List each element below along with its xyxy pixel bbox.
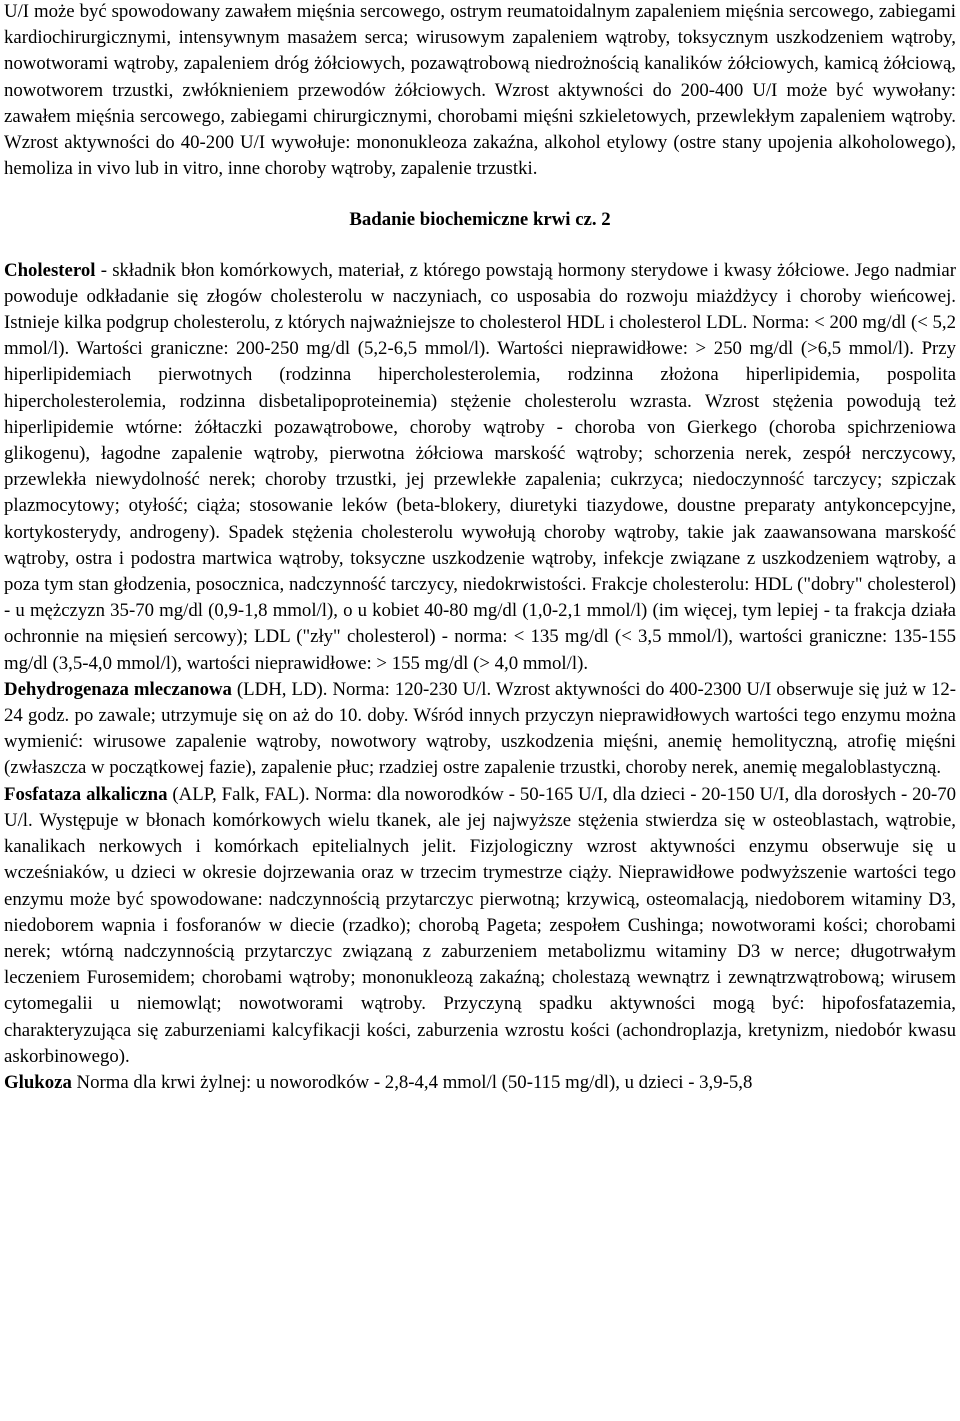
glucose-term: Glukoza — [4, 1071, 72, 1093]
cholesterol-paragraph — [4, 258, 956, 677]
cholesterol-term: Cholesterol — [4, 259, 96, 281]
alp-paragraph — [4, 782, 956, 1070]
ldh-text: (LDH, LD). Norma: 120-230 U/l. Wzrost aktywności do 400-2300 U/I obserwuje się już w 12-24 godz. po zawale; utrzymuje się on aż do 10. doby. Wśród innych przyczyn nieprawidłowych wartości tego enzymu można wymienić: wirusowe zapalenie wątroby, nowotwory wątroby, uszkodzenia mięśni, anemię hemolityczną, atrofię mięśni (zwłaszcza w początkowej fazie), zapalenie płuc; rzadziej ostre zapalenie trzustki, choroby nerek, anemię megaloblastyczną. — [4, 678, 957, 779]
section-heading: Badanie biochemiczne krwi cz. 2 — [349, 209, 611, 231]
alp-text: (ALP, Falk, FAL). Norma: dla noworodków - 50-165 U/I, dla dzieci - 20-150 U/I, dla dorosłych - 20-70 U/l. Występuje w błonach komórkowych wielu tkanek, ale jej najwyższe stężenia stwierdza się w osteoblastach, wątrobie, kanalikach nerkowych i komórkach epitelialnych jelit. Fizjologiczny wzrost aktywności enzymu obserwuje się u wcześniaków, u dzieci w okresie dojrzewania oraz w trzecim trymestrze ciąży. Nieprawidłowe podwyższenie wartości tego enzymu może być spowodowane: nadczynnością przytarczyc pierwotną; krzywicą, osteomalacją, niedoborem witaminy D3, niedoborem wapnia i fosforanów w diecie (rzadko); chorobą Pageta; zespołem Cushinga; nowotworami kości; chorobami nerek; wtórną nadczynnością przytarczyc związaną z zaburzeniem metabolizmu witaminy D3 w nerce; długotrwałym leczeniem Furosemidem; chorobami wątroby; mononukleozą zakaźną; cholestazą wewnątrz i zewnątrzwątrobową; wirusem cytomegalii u niemowląt; nowotworami wątroby. Przyczyną spadku aktywności mogą być: hipofosfatazemia, charakteryzująca się zaburzeniami kalcyfikacji kości, zaburzenia wzrostu kości (achondroplazja, kretynizm, niedobór kwasu askorbinowego). — [4, 783, 956, 1067]
document-page — [4, 0, 956, 1096]
intro-paragraph: U/I może być spowodowany zawałem mięśnia sercowego, ostrym reumatoidalnym zapaleniem mięśnia sercowego, zabiegami kardiochirurgicznymi, intensywnym masażem serca; wirusowym zapaleniem wątroby, toksycznym uszkodzeniem wątroby, nowotworami wątroby, zapaleniem dróg żółciowych, pozawątrobową niedrożnością kanalików żółciowych, kamicą żółciową, nowotworem trzustki, zwłóknieniem przewodów żółciowych. Wzrost aktywności do 200-400 U/I może być wywołany: zawałem mięśnia sercowego, zabiegami chirurgicznymi, chorobami mięśni szkieletowych, przewlekłym zapaleniem wątroby. Wzrost aktywności do 40-200 U/I wywołuje: mononukleoza zakaźna, alkohol etylowy (ostre stany upojenia alkoholowego), hemoliza in vivo lub in vitro, inne choroby wątroby, zapalenie trzustki. — [4, 1, 956, 180]
alp-term: Fosfataza alkaliczna — [4, 783, 168, 805]
ldh-term: Dehydrogenaza mleczanowa — [4, 678, 232, 700]
ldh-paragraph — [4, 677, 956, 782]
glucose-paragraph — [4, 1070, 956, 1096]
glucose-text: Norma dla krwi żylnej: u noworodków - 2,8-4,4 mmol/l (50-115 mg/dl), u dzieci - 3,9-5,8 — [71, 1071, 753, 1093]
cholesterol-text: - składnik błon komórkowych, materiał, z którego powstają hormony sterydowe i kwasy żółciowe. Jego nadmiar powoduje odkładanie się złogów cholesterolu w naczyniach, co usposabia do rozwoju miażdżycy i choroby wieńcowej. Istnieje kilka podgrup cholesterolu, z których najważniejsze to cholesterol HDL i cholesterol LDL. Norma: < 200 mg/dl (< 5,2 mmol/l). Wartości graniczne: 200-250 mg/dl (5,2-6,5 mmol/l). Wartości nieprawidłowe: > 250 mg/dl (>6,5 mmol/l). Przy hiperlipidemiach pierwotnych (rodzinna hipercholesterolemia, rodzinna złożona hiperlipidemia, pospolita hipercholesterolemia, rodzinna disbetalipoproteinemia) stężenie cholesterolu wzrasta. Wzrost stężenia powodują też hiperlipidemie wtórne: żółtaczki pozawątrobowe, choroby wątroby - choroba von Gierkego (choroba spichrzeniowa glikogenu), łagodne zapalenie wątroby, pierwotna żółciowa marskość wątroby; schorzenia nerek, zespół nerczycowy, przewlekła niewydolność nerek; choroby trzustki, jej przewlekłe zapalenia; cukrzyca; niedoczynność tarczycy; szpiczak plazmocytowy; otyłość; ciąża; stosowanie leków (beta-blokery, diuretyki tiazydowe, doustne preparaty antykoncepcyjne, kortykosterydy, androgeny). Spadek stężenia cholesterolu wywołują choroby wątroby, takie jak zaawansowana marskość wątroby, ostra i podostra martwica wątroby, toksyczne uszkodzenie wątroby, infekcje związane z uszkodzeniem wątroby, a poza tym stan głodzenia, posocznica, nadczynność tarczycy, niedokrwistości. Frakcje cholesterolu: HDL ("dobry" cholesterol) - u mężczyzn 35-70 mg/dl (0,9-1,8 mmol/l), o u kobiet 40-80 mg/dl (1,0-2,1 mmol/l) (im więcej, tym lepiej - ta frakcja działa ochronnie na mięsień sercowy); LDL ("zły" cholesterol) - norma: < 135 mg/dl (< 3,5 mmol/l), wartości graniczne: 135-155 mg/dl (3,5-4,0 mmol/l), wartości nieprawidłowe: > 155 mg/dl (> 4,0 mmol/l). — [4, 259, 956, 674]
